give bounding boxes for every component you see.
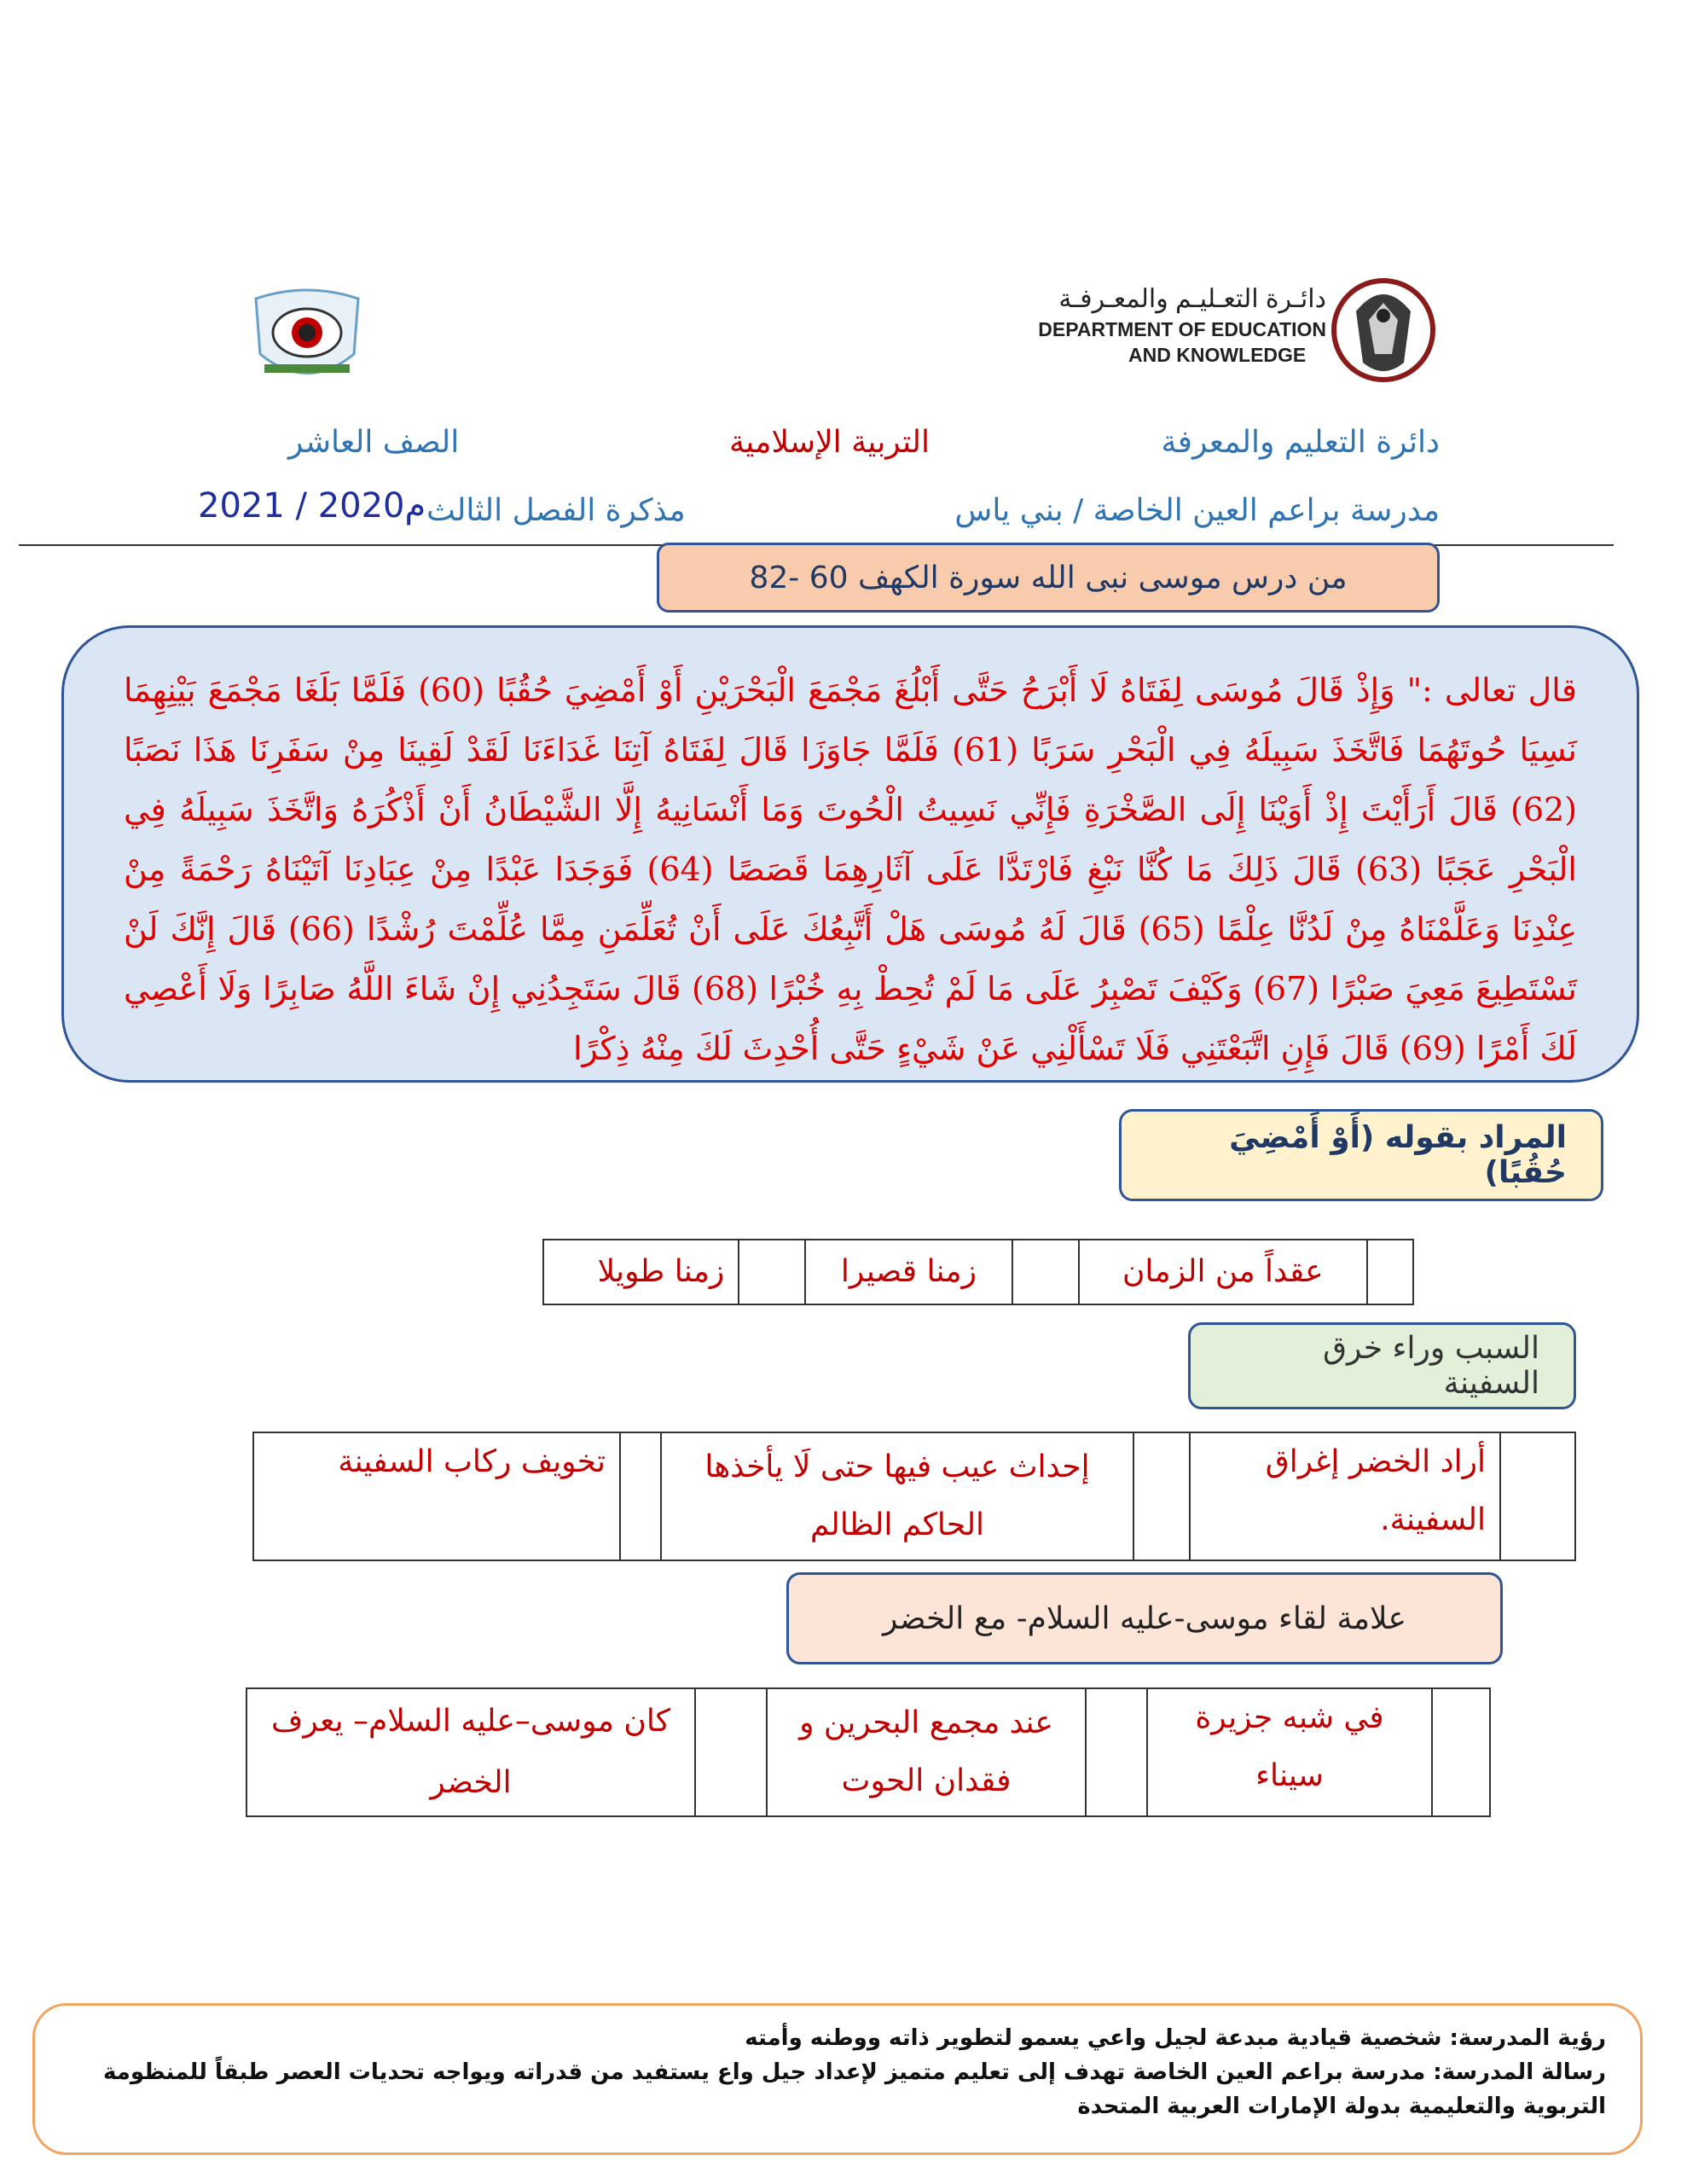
vision-line bbox=[69, 2021, 1606, 2055]
quran-passage bbox=[61, 625, 1639, 1083]
q3-option-1: في شبه جزيرة سيناء bbox=[1147, 1688, 1432, 1816]
q2-option-1: أراد الخضر إغراق السفينة. bbox=[1190, 1432, 1500, 1560]
adek-logo bbox=[1038, 269, 1446, 397]
lesson-title bbox=[657, 543, 1440, 613]
quran-text: قال تعالى :" وَإِذْ قَالَ مُوسَى لِفَتَاهُ لَا أَبْرَحُ حَتَّى أَبْلُغَ مَجْمَعَ الْبَحْرَيْنِ أَوْ أَمْضِيَ حُقُبًا (60) فَلَمَّا بَلَغَا مَجْمَعَ بَيْنِهِمَا نَسِيَا حُوتَهُمَا فَاتَّخَذَ سَبِيلَهُ فِي الْبَحْرِ سَرَبًا (61) فَلَمَّا جَاوَزَا قَالَ لِفَتَاهُ آتِنَا غَدَاءَنَا لَقَدْ لَقِينَا مِنْ سَفَرِنَا هَذَا نَصَبًا (62) قَالَ أَرَأَيْتَ إِذْ أَوَيْنَا إِلَى الصَّخْرَةِ فَإِنِّي نَسِيتُ الْحُوتَ وَمَا أَنْسَانِيهُ إِلَّا الشَّيْطَانُ أَنْ أَذْكُرَهُ وَاتَّخَذَ سَبِيلَهُ فِي الْبَحْرِ عَجَبًا (63) قَالَ ذَلِكَ مَا كُنَّا نَبْغِ فَارْتَدَّا عَلَى آثَارِهِمَا قَصَصًا (64) فَوَجَدَا عَبْدًا مِنْ عِبَادِنَا آتَيْنَاهُ رَحْمَةً مِنْ عِنْدِنَا وَعَلَّمْنَاهُ مِنْ لَدُنَّا عِلْمًا (65) قَالَ لَهُ مُوسَى هَلْ أَتَّبِعُكَ عَلَى أَنْ تُعَلِّمَنِ مِمَّا عُلِّمْتَ رُشْدًا (66) قَالَ إِنَّكَ لَنْ تَسْتَطِيعَ مَعِيَ صَبْرًا (67) وَكَيْفَ تَصْبِرُ عَلَى مَا لَمْ تُحِطْ بِهِ خُبْرًا (68) قَالَ سَتَجِدُنِي إِنْ شَاءَ اللَّهُ صَابِرًا وَلَا أَعْصِي لَكَ أَمْرًا (69) قَالَ فَإِنِ اتَّبَعْتَنِي فَلَا تَسْأَلْنِي عَنْ شَيْءٍ حَتَّى أُحْدِثَ لَكَ مِنْهُ ذِكْرًا bbox=[124, 671, 1578, 1067]
mission-label: رسالة المدرسة: bbox=[1433, 2059, 1606, 2085]
q2-option-3: تخويف ركاب السفينة bbox=[253, 1432, 620, 1560]
department-name: دائرة التعليم والمعرفة bbox=[1161, 425, 1440, 460]
q3-choice-box-3[interactable] bbox=[695, 1688, 767, 1816]
adek-arabic-name: دائـرة التعـليـم والمعـرفـة bbox=[1058, 285, 1326, 313]
q1-option-2: زمنا قصيرا bbox=[805, 1240, 1012, 1304]
school-logo-icon bbox=[247, 286, 367, 392]
falcon-emblem-icon bbox=[1330, 269, 1437, 392]
adek-english-line2: AND KNOWLEDGE bbox=[1128, 344, 1307, 366]
q3-option-3: كان موسى–عليه السلام– يعرف الخضر bbox=[246, 1688, 695, 1816]
vision-label: رؤية المدرسة: bbox=[1449, 2025, 1606, 2051]
q1-option-3: زمنا طويلا bbox=[543, 1240, 739, 1304]
question-3-prompt bbox=[786, 1572, 1503, 1664]
adek-english-line1: DEPARTMENT OF EDUCATION bbox=[1038, 318, 1326, 340]
subject-name: التربية الإسلامية bbox=[729, 425, 930, 460]
school-vision-mission bbox=[32, 2003, 1643, 2155]
school-year: 2021 / 2020م bbox=[198, 486, 426, 526]
q1-choice-box-1[interactable] bbox=[1367, 1240, 1413, 1304]
vision-text: شخصية قيادية مبدعة لجيل واعي يسمو لتطوير ذاته ووطنه وأمته bbox=[745, 2025, 1442, 2051]
q3-option-2: عند مجمع البحرين و فقدان الحوت bbox=[767, 1688, 1086, 1816]
q3-choice-box-2[interactable] bbox=[1086, 1688, 1147, 1816]
question-2-prompt bbox=[1188, 1322, 1576, 1409]
lesson-title-text: من درس موسى نبى الله سورة الكهف 60 -82 bbox=[749, 560, 1348, 595]
question-1-options bbox=[542, 1239, 1414, 1305]
q2-choice-box-2[interactable] bbox=[1133, 1432, 1190, 1560]
question-2-text: السبب وراء خرق السفينة bbox=[1323, 1331, 1539, 1401]
q2-choice-box-3[interactable] bbox=[620, 1432, 661, 1560]
q2-choice-box-1[interactable] bbox=[1500, 1432, 1575, 1560]
question-1-prompt bbox=[1119, 1109, 1603, 1201]
grade-name: الصف العاشر bbox=[288, 425, 460, 460]
mission-text: مدرسة براعم العين الخاصة تهدف إلى تعليم متميز لإعداد جيل واع يستفيد من قدراته ويواجه تحديات العصر طبقاً للمنظومة التربوية والتعليمية بدولة الإمارات العربية المتحدة bbox=[102, 2059, 1606, 2119]
mission-line bbox=[69, 2055, 1606, 2123]
q1-option-1: عقداً من الزمان bbox=[1079, 1240, 1367, 1304]
term-name: مذكرة الفصل الثالث bbox=[426, 493, 686, 528]
q1-choice-box-2[interactable] bbox=[1012, 1240, 1079, 1304]
q3-choice-box-1[interactable] bbox=[1432, 1688, 1490, 1816]
question-3-text: علامة لقاء موسى-عليه السلام- مع الخضر bbox=[882, 1600, 1407, 1636]
question-3-options bbox=[246, 1687, 1491, 1817]
q1-choice-box-3[interactable] bbox=[739, 1240, 805, 1304]
question-1-text: المراد بقوله (أَوْ أَمْضِيَ حُقُبًا) bbox=[1229, 1120, 1567, 1190]
q2-option-2: إحداث عيب فيها حتى لَا يأخذها الحاكم الظالم bbox=[661, 1432, 1133, 1560]
school-name: مدرسة براعم العين الخاصة / بني ياس bbox=[954, 493, 1440, 528]
question-2-options bbox=[252, 1432, 1576, 1561]
